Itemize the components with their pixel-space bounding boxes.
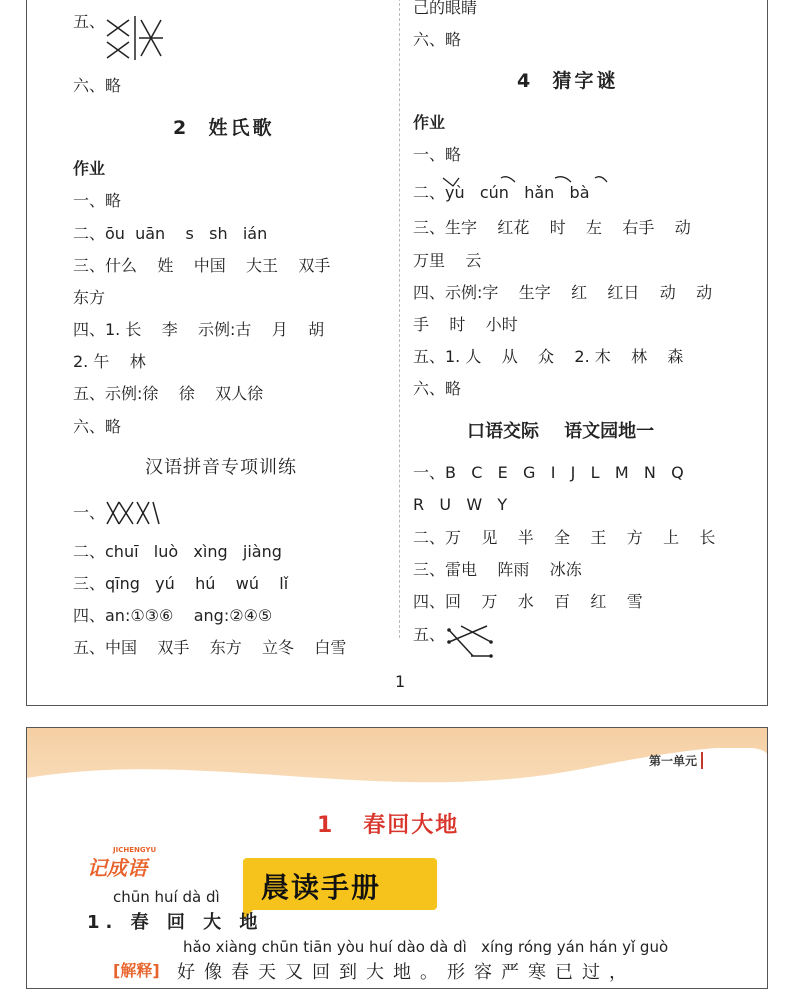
- explanation-tag: [解释]: [113, 961, 160, 980]
- answer-line: 四、1. 长 李 示例:古 月 胡: [73, 320, 325, 339]
- answer-line: 二、chuī luò xìng jiàng: [73, 542, 282, 561]
- matching-lines-diagram: [107, 16, 167, 60]
- answer-line: 三、雷电 阵雨 冰冻: [413, 560, 582, 579]
- answer-line: 三、qīng yú hú wú lǐ: [73, 574, 289, 593]
- unit-label: 第一单元: [649, 752, 703, 769]
- homework-label: 作业: [73, 159, 106, 178]
- tone-marks-icon: [443, 176, 613, 190]
- morning-reading-page: [26, 727, 768, 989]
- column-divider: [399, 0, 400, 638]
- idiom-entry: 1. 春 回 大 地: [87, 912, 264, 933]
- idiom-logo-pinyin: JICHENGYU: [113, 846, 157, 854]
- lesson-title: 1 春回大地: [317, 813, 460, 838]
- answer-line: 二、ōu uān s sh ián: [73, 224, 268, 243]
- answer-line: 四、an:①③⑥ ang:②④⑤: [73, 606, 273, 625]
- answer-line: 六、略: [413, 30, 462, 49]
- section-4-title: 4 猜字谜: [517, 70, 619, 92]
- answer-line: 一、略: [73, 191, 122, 210]
- answer-line: 四、示例:字 生字 红 红日 动 动: [413, 283, 713, 302]
- matching-lines-diagram: [447, 622, 497, 658]
- answer-line: 己的眼睛: [413, 0, 478, 17]
- answer-line: 五、中国 双手 东方 立冬 白雪: [73, 638, 347, 657]
- banner-text: 晨读手册: [261, 871, 382, 904]
- answer-line: 四、回 万 水 百 红 雪: [413, 592, 643, 611]
- answer-line: 一、略: [413, 145, 462, 164]
- idiom-logo: [87, 846, 157, 881]
- answer-line: 五、1. 人 从 众 2. 木 林 森: [413, 347, 684, 366]
- left-wu-label: 五、: [73, 12, 106, 31]
- page-number: 1: [395, 672, 406, 691]
- answer-line: 一、B C E G I J L M N Q: [413, 463, 684, 482]
- left-liu: 六、略: [73, 76, 122, 95]
- idiom-pinyin: chūn huí dà dì: [113, 888, 220, 906]
- section-2-title: 2 姓氏歌: [173, 117, 275, 139]
- answer-line: 五、: [413, 625, 446, 644]
- explanation-text: 好像春天又回到大地。形容严寒已过，: [177, 962, 636, 983]
- answer-line: 五、示例:徐 徐 双人徐: [73, 384, 264, 403]
- answer-line: 2. 午 林: [73, 352, 146, 371]
- answer-line: 六、略: [73, 417, 122, 436]
- answer-line: 万里 云: [413, 251, 482, 270]
- oral-communication-title: 口语交际 语文园地一: [467, 421, 655, 442]
- explanation-pinyin: hǎo xiàng chūn tiān yòu huí dào dà dì xíng róng yán hán yǐ guò: [183, 938, 669, 956]
- answer-line: 三、生字 红花 时 左 右手 动: [413, 218, 691, 237]
- idiom-logo-text: 记成语: [87, 856, 147, 880]
- homework-label: 作业: [413, 113, 446, 132]
- answer-line: 一、: [73, 503, 106, 522]
- answer-line: 二、yù cún hǎn bà: [413, 183, 590, 202]
- answer-line: 三、什么 姓 中国 大王 双手: [73, 256, 331, 275]
- answer-line: 六、略: [413, 379, 462, 398]
- answer-line: 东方: [73, 288, 106, 307]
- answer-page: [26, 0, 768, 706]
- morning-reading-banner: [243, 858, 437, 910]
- pinyin-training-title: 汉语拼音专项训练: [145, 457, 297, 478]
- answer-line: 手 时 小时: [413, 315, 518, 334]
- answer-line: 二、万 见 半 全 王 方 上 长: [413, 528, 716, 547]
- answer-line: R U W Y: [413, 495, 508, 514]
- pinyin-matching-lines-icon: [105, 498, 161, 528]
